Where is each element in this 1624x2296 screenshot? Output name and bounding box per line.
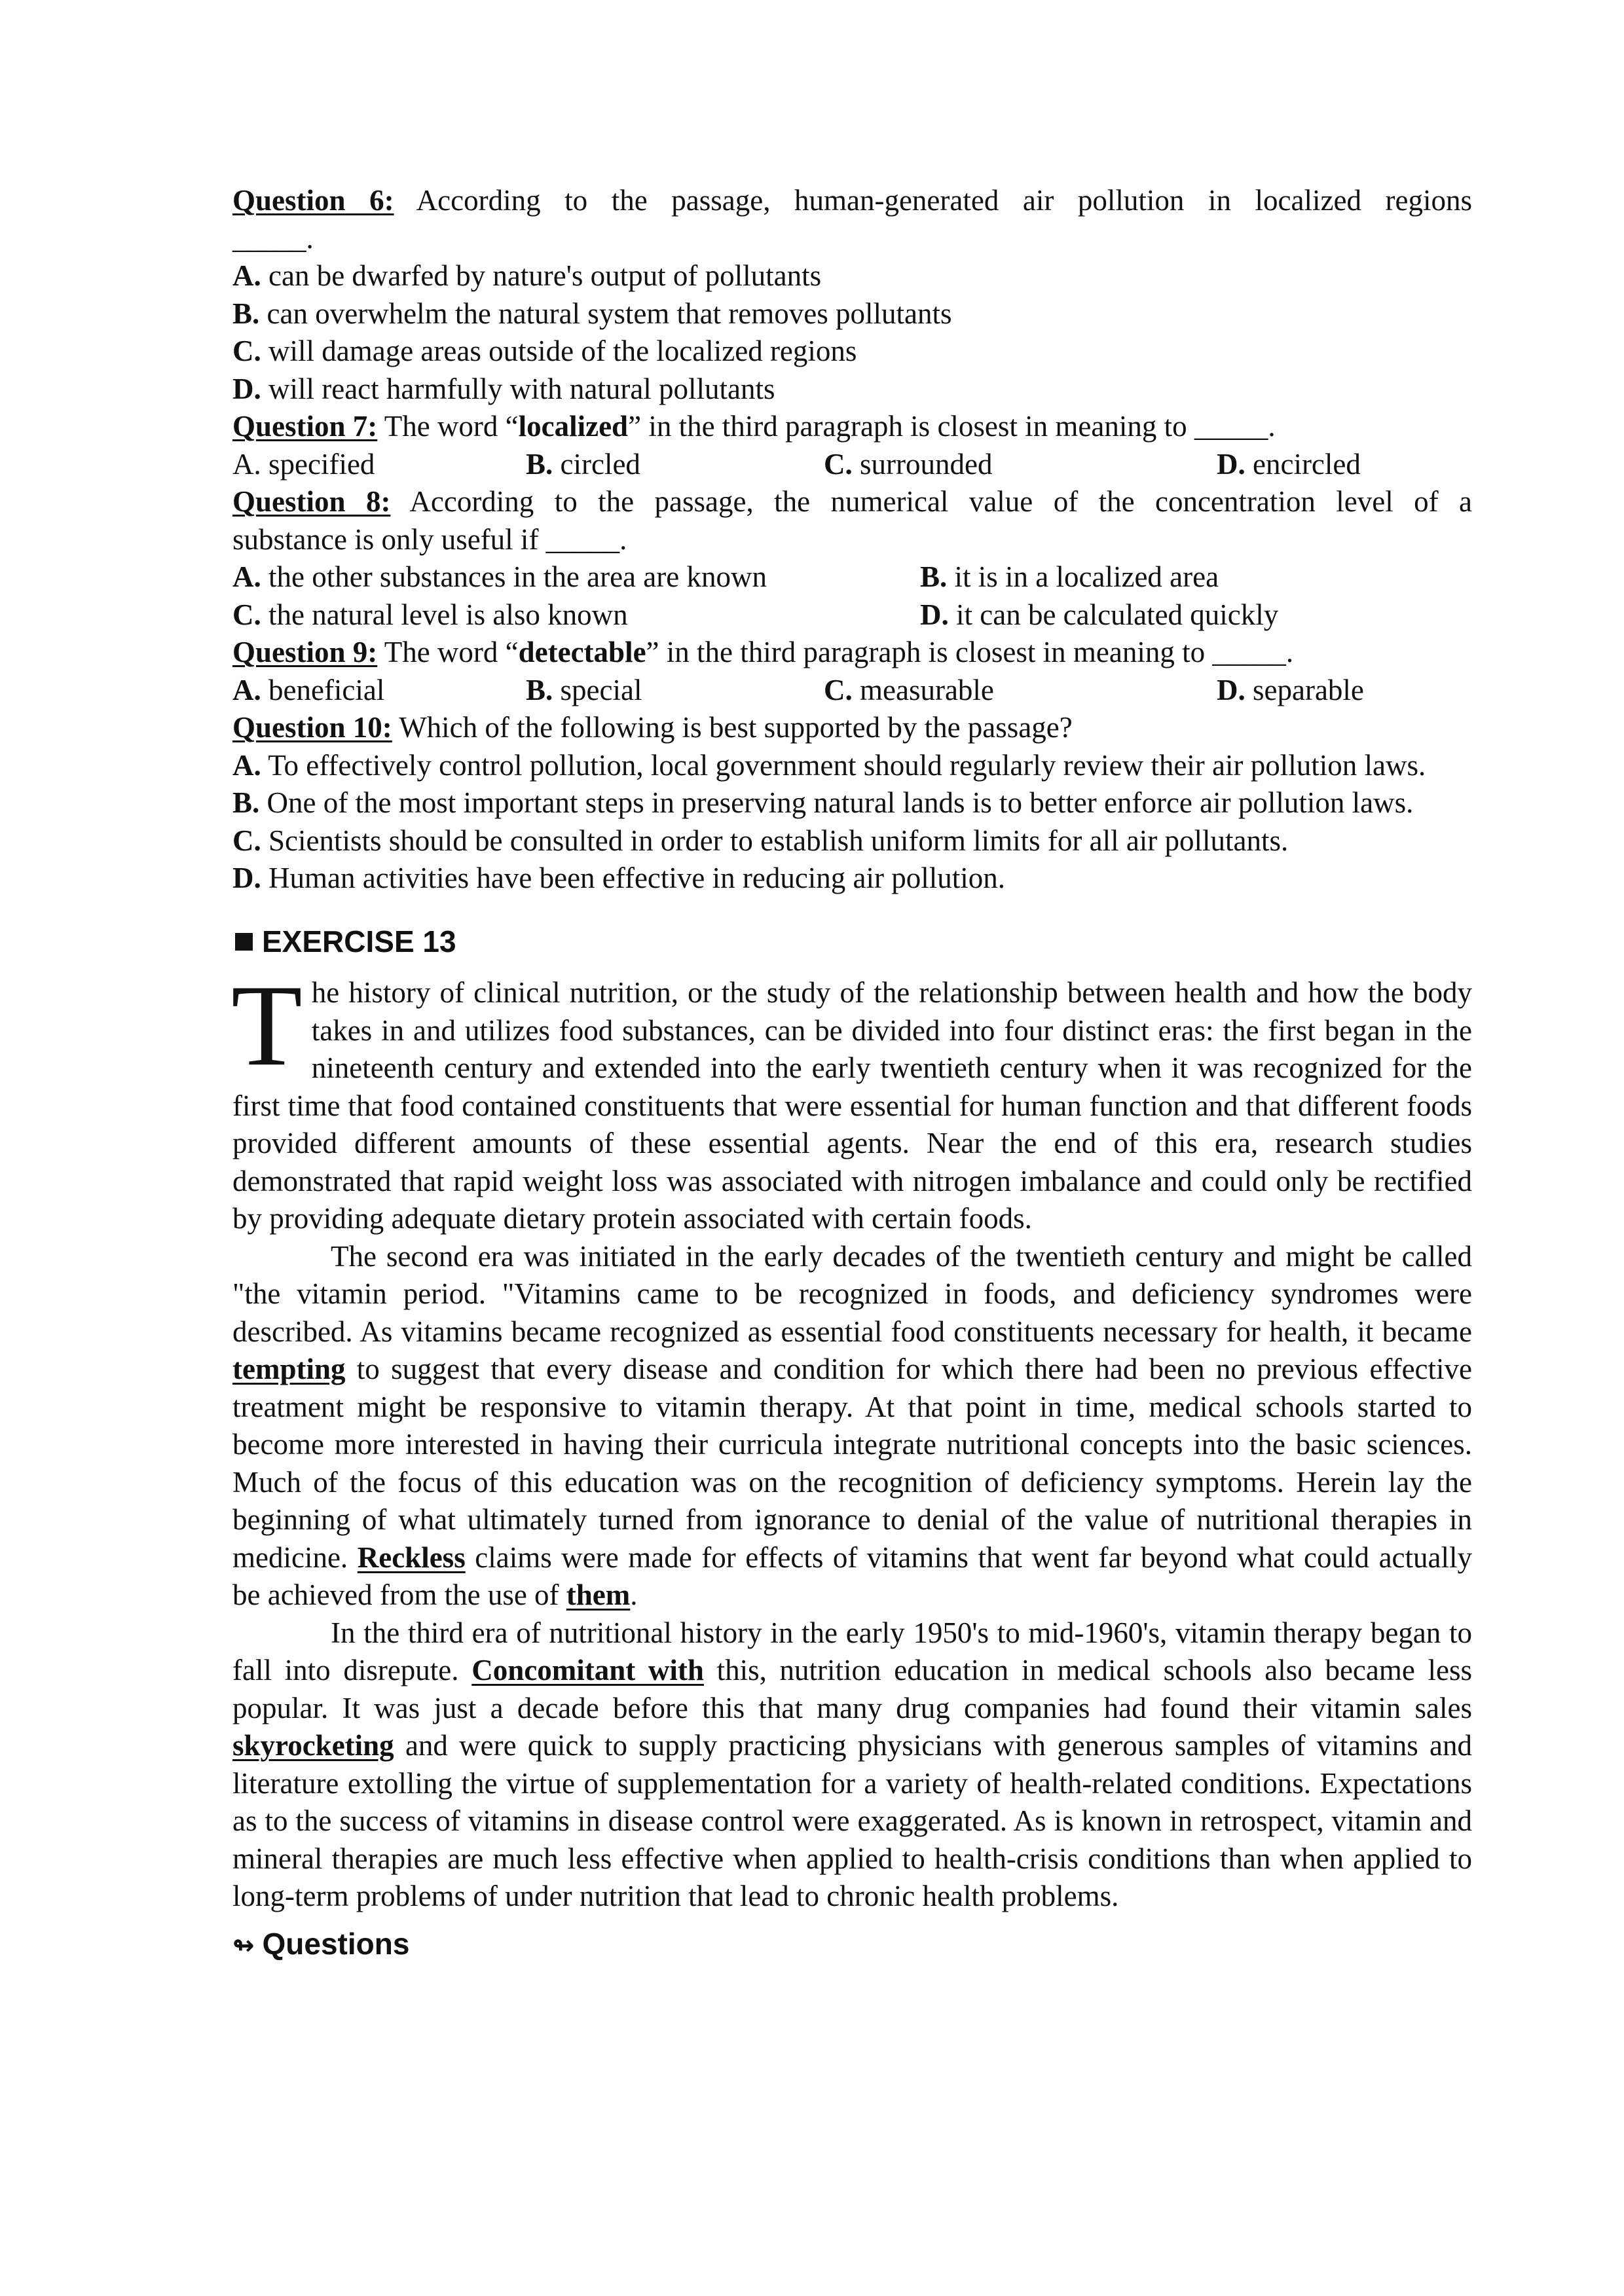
keyword-skyrocketing: skyrocketing xyxy=(232,1729,394,1762)
question-10-option-d[interactable]: D. Human activities have been effective in reducing air pollution. xyxy=(232,862,1006,894)
question-10 xyxy=(232,709,1472,898)
question-7-option-d[interactable]: D. encircled xyxy=(1217,447,1361,481)
question-7-keyword: localized xyxy=(518,410,629,443)
question-8-option-a[interactable]: A. the other substances in the area are known xyxy=(232,560,767,593)
keyword-concomitant-with: Concomitant with xyxy=(471,1654,704,1686)
question-10-option-a[interactable]: A. To effectively control pollution, local government should regularly review their air pollution laws. xyxy=(232,748,1426,782)
hook-arrow-icon: ↬ xyxy=(232,1931,255,1960)
question-7-option-c[interactable]: C. surrounded xyxy=(824,447,993,481)
passage-paragraph-2: The second era was initiated in the early decades of the twentieth century and might be called "the vitamin period. "Vitamins came to be recognized in foods, and deficiency syndromes were described. As vitamins became recognized as essential food constituents necessary for health, it became tempting to suggest that every disease and condition for which there had been no previous effective treatment might be responsive to vitamin therapy. At that point in time, medical schools started to become more interested in having their curricula integrate nutritional concepts into the basic sciences. Much of the focus of this education was on the recognition of deficiency symptoms. Herein lay the beginning of what ultimately turned from ignorance to denial of the value of nutritional therapies in medicine. Reckless claims were made for effects of vitamins that went far beyond what could actually be achieved from the use of them. xyxy=(232,1239,1473,1611)
exercise-heading xyxy=(232,923,1472,961)
keyword-reckless: Reckless xyxy=(357,1540,466,1574)
question-6-label: Question 6: xyxy=(232,184,394,217)
questions-heading xyxy=(232,1925,1472,1965)
question-8-label: Question 8: xyxy=(232,485,391,518)
question-6-option-d[interactable]: D. will react harmfully with natural pollutants xyxy=(232,372,775,405)
drop-cap: T xyxy=(231,960,303,1090)
question-10-option-b[interactable]: B. One of the most important steps in preserving natural lands is to better enforce air pollution laws. xyxy=(232,786,1414,819)
question-6-option-a[interactable]: A. can be dwarfed by nature's output of pollutants xyxy=(232,259,822,292)
question-8-stem-continued: substance is only useful if _____. xyxy=(232,522,627,556)
question-8-options xyxy=(232,558,1472,634)
passage-paragraph-1: The history of clinical nutrition, or the study of the relationship between health and how the body takes in and utilizes food substances, can be divided into four distinct eras: the first began in the nineteenth century and extended into the early twentieth century when it was recognized for the first time that food contained constituents that were essential for human function and that different foods provided different amounts of these essential agents. Near the end of this era, research studies demonstrated that rapid weight loss was associated with nitrogen imbalance and could only be rectified by providing adequate dietary protein associated with certain foods. xyxy=(231,960,1472,1235)
question-6-stem xyxy=(232,182,1472,220)
question-9-label: Question 9: xyxy=(232,636,378,668)
question-6-blank: _____. xyxy=(232,221,314,255)
square-bullet-icon xyxy=(235,933,253,951)
keyword-them: them xyxy=(566,1578,631,1611)
question-9-keyword: detectable xyxy=(518,636,646,668)
question-8-stem: Question 8: According to the passage, the numerical value of the concentration level of a xyxy=(232,485,1472,518)
exercise-title: EXERCISE 13 xyxy=(262,924,456,958)
question-9-option-d[interactable]: D. separable xyxy=(1217,673,1364,706)
question-10-label: Question 10: xyxy=(232,711,392,744)
question-6-option-c[interactable]: C. will damage areas outside of the localized regions xyxy=(232,335,857,367)
question-8-option-d[interactable]: D. it can be calculated quickly xyxy=(920,598,1279,631)
question-7 xyxy=(232,408,1472,483)
question-9-stem: Question 9: The word “detectable” in the third paragraph is closest in meaning to _____. xyxy=(232,636,1294,668)
question-6-option-b[interactable]: B. can overwhelm the natural system that removes pollutants xyxy=(232,297,952,330)
passage-paragraph-3: In the third era of nutritional history in the early 1950's to mid-1960's, vitamin therapy began to fall into disrepute. Concomitant with this, nutrition education in medical schools also became less popular. It was just a decade before this that many drug companies had found their vitamin sales skyrocketing and were quick to supply practicing physicians with generous samples of vitamins and literature extolling the virtue of supplementation for a variety of health-related conditions. Expectations as to the success of vitamins in disease control were exaggerated. As is known in retrospect, vitamin and mineral therapies are much less effective when applied to health-crisis conditions than when applied to long-term problems of under nutrition that lead to chronic health problems. xyxy=(232,1616,1473,1912)
question-9-option-a[interactable]: A. beneficial xyxy=(232,673,385,706)
questions-heading-label: Questions xyxy=(262,1926,410,1961)
question-7-stem: Question 7: The word “localized” in the third paragraph is closest in meaning to _____. xyxy=(232,410,1276,443)
question-9 xyxy=(232,634,1472,709)
question-6-text: According to the passage, human-generated air pollution in localized regions xyxy=(416,184,1472,217)
question-10-stem: Question 10: Which of the following is best supported by the passage? xyxy=(232,711,1073,744)
keyword-tempting: tempting xyxy=(232,1353,346,1385)
question-6 xyxy=(232,182,1472,408)
question-9-option-c[interactable]: C. measurable xyxy=(824,673,994,706)
question-9-option-b[interactable]: B. special xyxy=(526,673,642,706)
question-7-option-b[interactable]: B. circled xyxy=(526,447,640,481)
question-7-options xyxy=(232,446,1472,484)
question-10-option-c[interactable]: C. Scientists should be consulted in order to establish uniform limits for all air pollutants. xyxy=(232,824,1289,857)
question-8-option-b[interactable]: B. it is in a localized area xyxy=(920,560,1219,593)
question-7-option-a[interactable]: A. specified xyxy=(232,447,375,481)
reading-passage xyxy=(231,960,1473,1916)
question-8-option-c[interactable]: C. the natural level is also known xyxy=(232,598,628,631)
question-8 xyxy=(232,483,1472,634)
question-9-options xyxy=(232,672,1472,710)
document-page xyxy=(232,182,1472,1965)
question-7-label: Question 7: xyxy=(232,410,378,443)
